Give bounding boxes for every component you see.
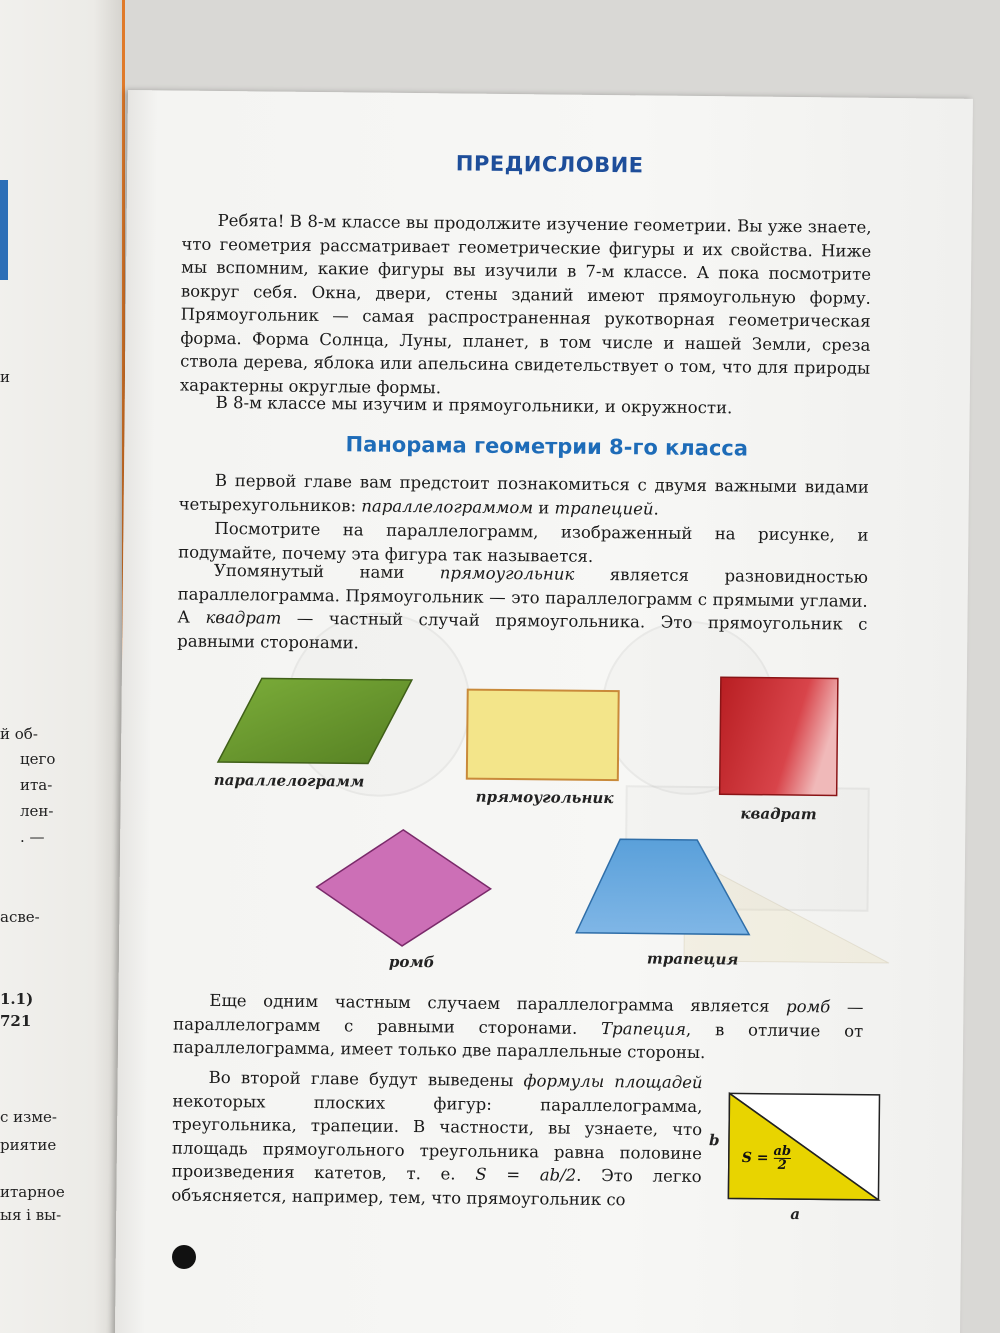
paragraph-rhombus-trapezoid: Еще одним частным случаем параллелограмма является ромб — параллелограмм с равными сторонами. Трапеция, в отличие от параллелограмма, имеет только две параллельные стороны. — [172, 990, 864, 1063]
parallelogram-figure — [216, 676, 417, 768]
left-fragment: лен- — [20, 802, 54, 820]
term-trapezoid: трапецией — [554, 497, 654, 519]
paragraph-rectangle: Упомянутый нами прямоугольник является разновидностью параллелограмма. Прямоугольник — это параллелограмм с прямыми углами. А квадрат — частный случай прямоугольника. Это прямоугольник с равными сторонами. — [177, 560, 869, 652]
triangle-side-b-label: b — [708, 1131, 720, 1150]
term-rhombus: ромб — [785, 996, 831, 1017]
left-fragment: й об- — [0, 725, 38, 743]
rhombus-figure — [314, 827, 495, 949]
left-fragment: цего — [20, 750, 56, 768]
square-label: квадрат — [740, 804, 817, 824]
term-trapezoid-2: Трапеция — [601, 1018, 687, 1039]
term-area-formulas: формулы площадей — [523, 1071, 703, 1093]
rhombus-label: ромб — [388, 952, 435, 972]
rectangle-label: прямоугольник — [475, 787, 614, 808]
inline-formula: S = ab/2 — [475, 1164, 577, 1185]
triangle-side-a-label: a — [790, 1204, 801, 1224]
left-fragment: и — [0, 368, 10, 386]
paragraph-area-formulas: Во второй главе будут выведены формулы площадей некоторых плоских фигур: параллелограмма, треугольника, трапеции. В частности, вы узнаете, что площадь прямоугольного треугольника равна половине произведения катетов, т. е. S = ab/2. Это легко объясняется, например, тем, что прямоугольник со — [171, 1067, 703, 1209]
left-page — [0, 0, 125, 1333]
paragraph-look-at-figure: Посмотрите на параллелограмм, изображенный на рисунке, и подумайте, почему эта фигура так называется. — [178, 518, 869, 566]
paragraph-intro: Ребята! В 8-м классе вы продолжите изучение геометрии. Вы уже знаете, что геометрия рассматривает геометрические фигуры и их свойства. Ниже мы вспомним, какие фигуры вы изучили в 7-м классе. А пока посмотрите вокруг себя. Окна, двери, стены зданий имеют прямоугольную форму. Прямоугольник — самая распространенная рукотворная геометрическая форма. Форма Солнца, Луны, планет, в том числе и нашей Земли, среза ствола дерева, яблока или апельсина свидетельствует о том, что для природы характерны округлые формы. — [179, 210, 872, 397]
term-rectangle: прямоугольник — [439, 563, 575, 584]
term-parallelogram: параллелограммом — [361, 495, 534, 517]
left-page-tab — [0, 180, 8, 280]
left-fragment: асве- — [0, 908, 40, 926]
right-page — [115, 90, 973, 1333]
rectangle-figure — [466, 689, 622, 784]
trapezoid-label: трапеция — [646, 949, 739, 969]
paragraph-chapter-one: В первой главе вам предстоит познакомиться с двумя важными видами четырехугольников: параллелограммом и трапецией. — [178, 470, 869, 519]
term-square: квадрат — [205, 607, 282, 628]
page-marker-dot — [172, 1245, 196, 1269]
page-title: ПРЕДИСЛОВИЕ — [455, 151, 644, 178]
square-figure — [719, 676, 840, 797]
left-fragment: с изме- — [0, 1108, 57, 1126]
left-fragment: 721 — [0, 1012, 32, 1030]
left-fragment: 1.1) — [0, 990, 34, 1008]
left-fragment: риятие — [0, 1136, 57, 1154]
left-fragment: ыя і вы- — [0, 1206, 62, 1224]
left-fragment: ита- — [20, 776, 53, 794]
left-fragment: . — — [20, 828, 45, 846]
triangle-formula: S = $\frac{ab}{2}$ — [741, 1143, 792, 1173]
left-fragment: итарное — [0, 1183, 65, 1201]
paragraph-intro-end: В 8-м классе мы изучим и прямоугольники, и окружности. — [215, 392, 733, 418]
trapezoid-figure — [574, 837, 755, 939]
section-title: Панорама геометрии 8-го класса — [345, 432, 749, 461]
parallelogram-label: параллелограмм — [213, 770, 365, 791]
